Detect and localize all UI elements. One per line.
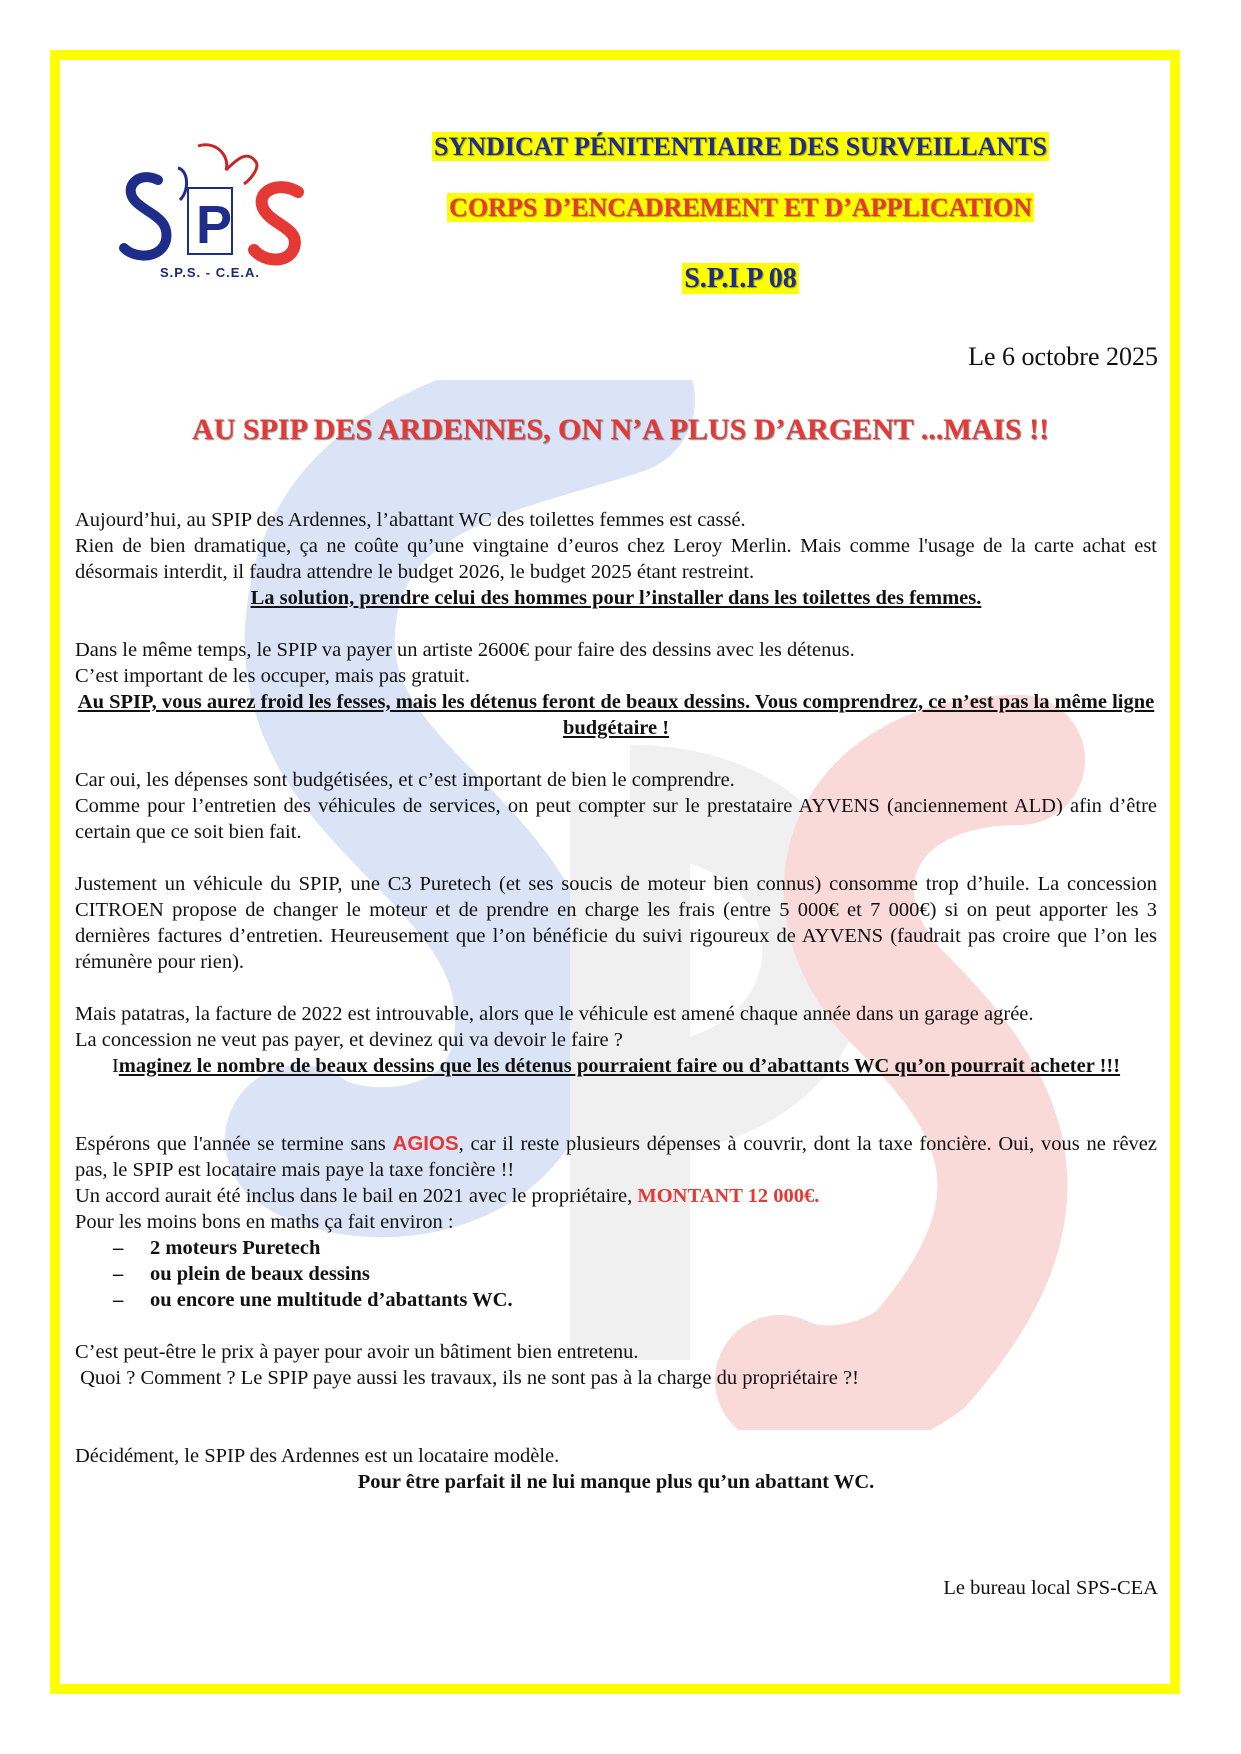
paragraph-text: Pour les moins bons en maths ça fait environ : [75,1211,454,1233]
list-item: – ou plein de beaux dessins [113,1261,1157,1287]
paragraph-text: La concession ne veut pas payer, et devinez qui va devoir le faire ? [75,1029,623,1051]
closing-emphasis: Pour être parfait il ne lui manque plus qu’un abattant WC. [357,1471,875,1493]
page-title: AU SPIP DES ARDENNES, ON N’A PLUS D’ARGENT ...MAIS !! [191,413,1050,446]
paragraph-text: Car oui, les dépenses sont budgétisées, et c’est important de bien le comprendre. [75,769,735,791]
list-item: – ou encore une multitude d’abattants WC. [113,1287,1157,1313]
document-date: Le 6 octobre 2025 [968,342,1158,371]
union-name-heading: SYNDICAT PÉNITENTIAIRE DES SURVEILLANTS [434,132,1047,161]
spip-heading: S.P.I.P 08 [684,263,797,294]
montant-highlight: MONTANT 12 000€. [637,1185,820,1207]
paragraph-text: Dans le même temps, le SPIP va payer un artiste 2600€ pour faire des dessins avec les détenus. [75,639,855,661]
paragraph-text: Espérons que l'année se termine sans AGIOS, car il reste plusieurs dépenses à couvrir, dont la taxe foncière. Oui, vous ne rêvez pas, le SPIP est locataire mais paye la taxe foncière !! [75,1132,1157,1181]
signature: Le bureau local SPS-CEA [943,1577,1158,1599]
paragraph-text: Aujourd’hui, au SPIP des Ardennes, l’abattant WC des toilettes femmes est cassé. [75,509,746,531]
paragraph-text: C’est peut-être le prix à payer pour avoir un bâtiment bien entretenu. [75,1341,639,1363]
letter-body [75,507,1157,1495]
corps-heading: CORPS D’ENCADREMENT ET D’APPLICATION [449,193,1032,222]
paragraph-text: Comme pour l’entretien des véhicules de services, on peut compter sur le prestataire AYVENS (anciennement ALD) afin d’être certain que ce soit bien fait. [75,795,1157,843]
paragraph-text: C’est important de les occuper, mais pas gratuit. [75,665,470,687]
paragraph-text: Décidément, le SPIP des Ardennes est un locataire modèle. [75,1445,560,1467]
list-item: – 2 moteurs Puretech [113,1235,1157,1261]
logo-caption: S.P.S. - C.E.A. [160,265,261,280]
logo-letter-p: P [196,195,233,255]
paragraph-text: Un accord aurait été inclus dans le bail en 2021 avec le propriétaire, MONTANT 12 000€. [75,1185,820,1207]
paragraph-text: Rien de bien dramatique, ça ne coûte qu’une vingtaine d’euros chez Leroy Merlin. Mais comme l'usage de la carte achat est désormais interdit, il faudra attendre le budget 2026, le budget 2025 étant restreint. [75,535,1157,583]
emphasis-text: Imaginez le nombre de beaux dessins que les détenus pourraient faire ou d’abattants WC qu’on pourrait acheter !!! [111,1055,1121,1077]
emphasis-text: La solution, prendre celui des hommes pour l’installer dans les toilettes des femmes. [250,587,982,609]
paragraph-text: Justement un véhicule du SPIP, une C3 Puretech (et ses soucis de moteur bien connus) consomme trop d’huile. La concession CITROEN propose de changer le moteur et de prendre en charge les frais (entre 5 000€ et 7 000€) si on peut apporter les 3 dernières factures d’entretien. Heureusement que l’on bénéficie du suivi rigoureux de AYVENS (faudrait pas croire que l’on les rémunère pour rien). [75,873,1157,973]
paragraph-text: Quoi ? Comment ? Le SPIP paye aussi les travaux, ils ne sont pas à la charge du propriétaire ?! [75,1367,859,1389]
emphasis-text: Au SPIP, vous aurez froid les fesses, mais les détenus feront de beaux dessins. Vous comprendrez, ce n’est pas la même ligne budgétaire ! [77,691,1155,739]
agios-highlight: AGIOS [392,1132,459,1155]
equivalents-list [75,1235,1157,1313]
paragraph-text: Mais patatras, la facture de 2022 est introuvable, alors que le véhicule est amené chaque année dans un garage agrée. [75,1003,1034,1025]
